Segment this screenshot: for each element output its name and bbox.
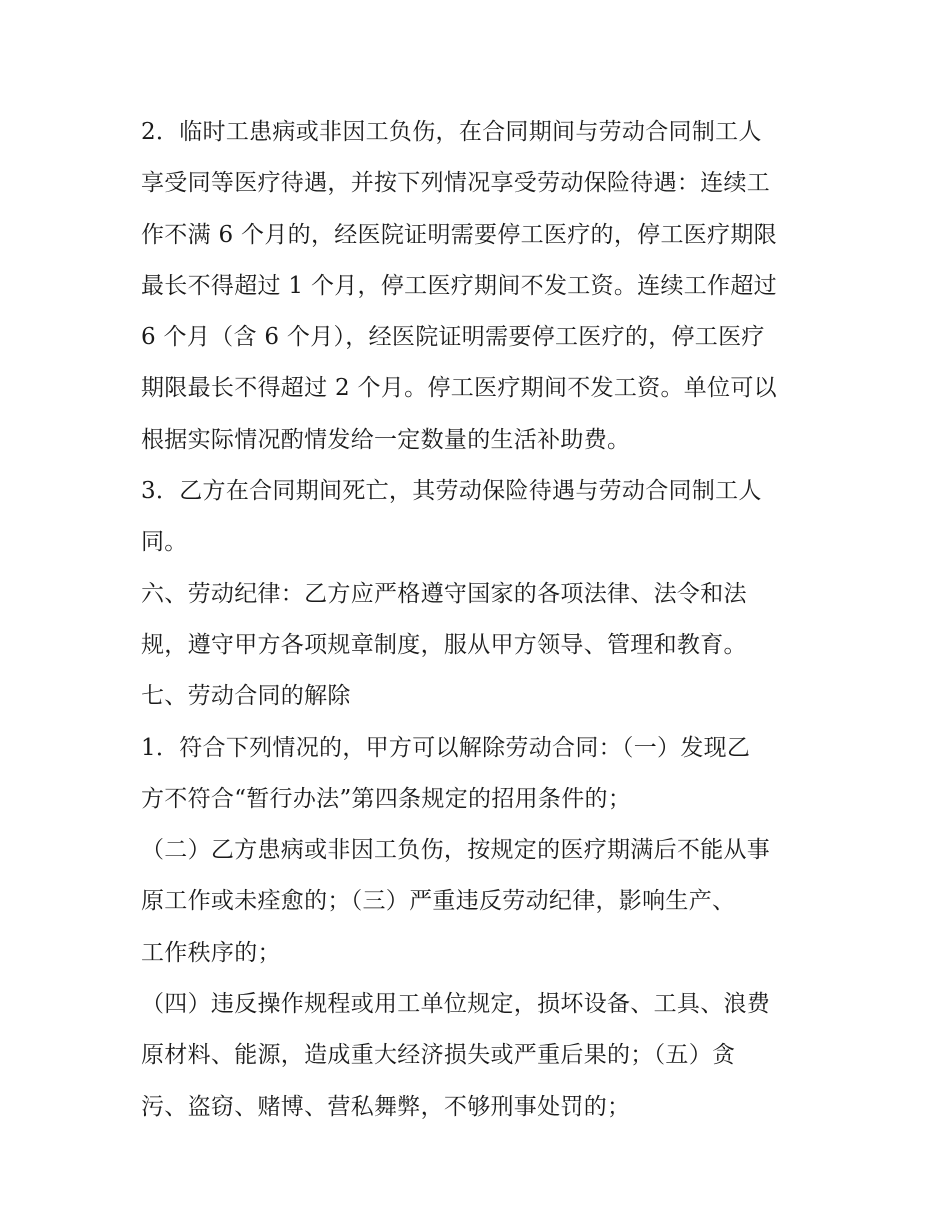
paragraph-line: （四）违反操作规程或用工单位规定，损坏设备、工具、浪费 xyxy=(141,991,771,1018)
paragraph-line: 最长不得超过 1 个月，停工医疗期间不发工资。连续工作超过 xyxy=(141,272,777,299)
paragraph-line: 工作秩序的； xyxy=(141,939,281,966)
paragraph-line: 原材料、能源，造成重大经济损失或严重后果的；（五）贪 xyxy=(141,1042,736,1069)
paragraph-line: 1．符合下列情况的，甲方可以解除劳动合同：（一）发现乙 xyxy=(141,734,751,761)
paragraph-line: 享受同等医疗待遇，并按下列情况享受劳动保险待遇：连续工 xyxy=(141,170,771,197)
paragraph-line: 根据实际情况酌情发给一定数量的生活补助费。 xyxy=(141,426,631,453)
document-body xyxy=(141,107,831,1133)
paragraph-line: 同。 xyxy=(141,529,188,556)
paragraph-line: 期限最长不得超过 2 个月。停工医疗期间不发工资。单位可以 xyxy=(141,375,777,402)
paragraph-line: 6 个月（含 6 个月），经医院证明需要停工医疗的，停工医疗 xyxy=(141,324,765,351)
section-heading-line: 六、劳动纪律：乙方应严格遵守国家的各项法律、法令和法 xyxy=(141,580,747,607)
paragraph-line: 方不符合“暂行办法”第四条规定的招用条件的； xyxy=(141,785,632,812)
paragraph-line: 污、盗窃、赌博、营私舞弊，不够刑事处罚的； xyxy=(141,1093,631,1120)
paragraph-line: 3．乙方在合同期间死亡，其劳动保险待遇与劳动合同制工人 xyxy=(141,478,762,505)
paragraph-line: 2．临时工患病或非因工负伤，在合同期间与劳动合同制工人 xyxy=(141,119,762,145)
section-heading: 七、劳动合同的解除 xyxy=(141,683,351,710)
paragraph-line: 原工作或未痊愈的；（三）严重违反劳动纪律，影响生产、 xyxy=(141,888,736,915)
paragraph-line: 作不满 6 个月的，经医院证明需要停工医疗的，停工医疗期限 xyxy=(141,221,777,248)
paragraph-line: （二）乙方患病或非因工负伤，按规定的医疗期满后不能从事 xyxy=(141,837,771,864)
paragraph-line: 规，遵守甲方各项规章制度，服从甲方领导、管理和教育。 xyxy=(141,631,747,658)
